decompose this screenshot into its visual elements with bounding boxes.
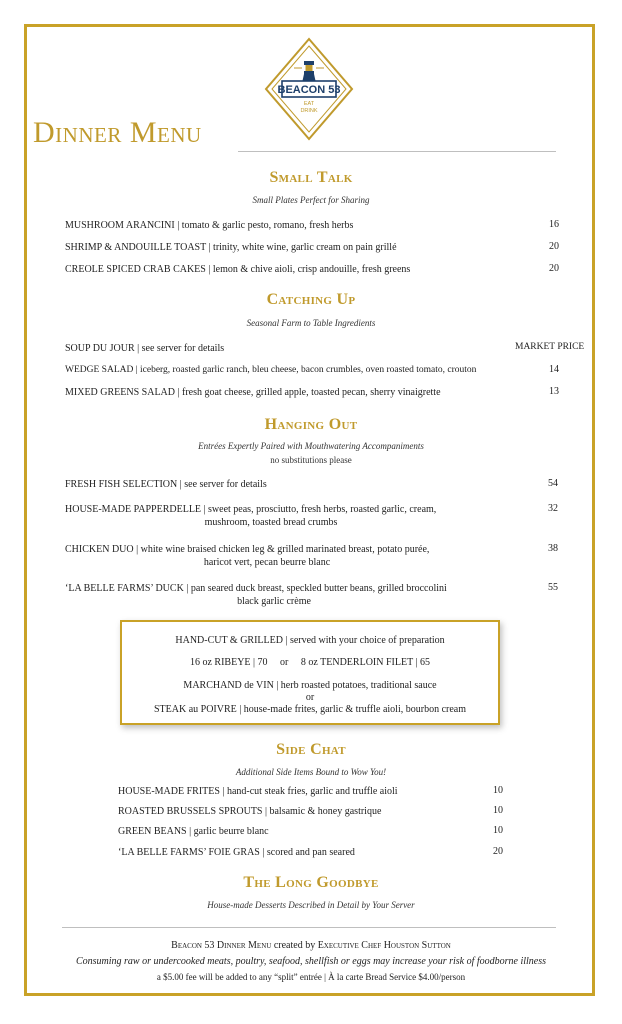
beacon-53-logo (262, 37, 356, 141)
menu-item: MUSHROOM ARANCINI | tomato & garlic pesto, romano, fresh herbs (65, 220, 354, 231)
logo-tag-eat: EAT (303, 101, 315, 107)
item-price: 16 (549, 219, 559, 230)
lighthouse-icon (294, 61, 324, 83)
item-price: 20 (549, 241, 559, 252)
menu-item: WEDGE SALAD | iceberg, roasted garlic ranch, bleu cheese, bacon crumbles, oven roasted tomato, crouton (65, 365, 477, 375)
item-price: 10 (493, 805, 503, 816)
item-price: 10 (493, 785, 503, 796)
item-price: 13 (549, 386, 559, 397)
section-title-small-talk: Small Talk (269, 169, 353, 186)
grill-poivre: STEAK au POIVRE | house-made frites, garlic & truffle aioli, bourbon cream (153, 704, 466, 715)
menu-item: SHRIMP & ANDOUILLE TOAST | trinity, white wine, garlic cream on pain grillé (65, 242, 397, 253)
menu-item: ROASTED BRUSSELS SPROUTS | balsamic & honey gastrique (118, 806, 382, 817)
footer-warning: Consuming raw or undercooked meats, poultry, seafood, shellfish or eggs may increase your risk of foodborne illness (75, 956, 547, 967)
menu-item: FRESH FISH SELECTION | see server for details (65, 479, 267, 490)
item-price: 10 (493, 825, 503, 836)
menu-item: MIXED GREENS SALAD | fresh goat cheese, grilled apple, toasted pecan, sherry vinaigrette (65, 387, 441, 398)
section-title-hanging-out: Hanging Out (264, 416, 358, 433)
section-subtitle-hanging-out: Entrées Expertly Paired with Mouthwatering Accompaniments (198, 441, 424, 451)
menu-item: CHICKEN DUO | white wine braised chicken leg & grilled marinated breast, potato purée, haricot vert, pecan beurre blanc (65, 544, 430, 568)
menu-item: ‘LA BELLE FARMS’ FOIE GRAS | scored and pan seared (118, 847, 355, 858)
footer-divider (62, 927, 556, 928)
menu-item: HOUSE-MADE FRITES | hand-cut steak fries, garlic and truffle aioli (118, 786, 398, 797)
menu-item: HOUSE-MADE PAPPERDELLE | sweet peas, prosciutto, fresh herbs, roasted garlic, cream, mushroom, toasted bread crumbs (65, 504, 437, 528)
item-price: 38 (548, 543, 558, 554)
menu-item: GREEN BEANS | garlic beurre blanc (118, 826, 269, 837)
grill-box (120, 620, 500, 725)
item-price: 14 (549, 364, 559, 375)
menu-item: CREOLE SPICED CRAB CAKES | lemon & chive aioli, crisp andouille, fresh greens (65, 264, 411, 275)
footer-fees: a $5.00 fee will be added to any “split” entrée | À la carte Bread Service $4.00/person (156, 972, 466, 982)
grill-heading: HAND-CUT & GRILLED | served with your choice of preparation (175, 635, 445, 646)
grill-marchand: MARCHAND de VIN | herb roasted potatoes, traditional sauce (183, 680, 437, 691)
section-title-catching-up: Catching Up (266, 291, 356, 308)
item-price: 54 (548, 478, 558, 489)
page-title: Dinner Menu (33, 116, 202, 149)
menu-item: ‘LA BELLE FARMS’ DUCK | pan seared duck breast, speckled butter beans, grilled broccolini black garlic crème (65, 583, 447, 607)
item-price: MARKET PRICE (515, 342, 585, 352)
footer-credit: Beacon 53 Dinner Menu created by Executive Chef Houston Sutton (171, 940, 451, 951)
item-price: 20 (493, 846, 503, 857)
item-price: 55 (548, 582, 558, 593)
section-subtitle-small-talk: Small Plates Perfect for Sharing (252, 195, 370, 205)
grill-or: or (305, 692, 315, 703)
item-price: 20 (549, 263, 559, 274)
menu-item: SOUP DU JOUR | see server for details (65, 343, 225, 354)
item-price: 32 (548, 503, 558, 514)
title-divider (238, 151, 556, 152)
logo-tag-drink: DRINK (300, 108, 318, 114)
section-subtitle-long-goodbye: House-made Desserts Described in Detail by Your Server (207, 900, 415, 910)
logo-wordmark: BEACON 53 (277, 84, 341, 96)
section-title-long-goodbye: The Long Goodbye (243, 874, 379, 891)
section-note-hanging-out: no substitutions please (270, 455, 352, 465)
grill-cuts: 16 oz RIBEYE | 70 or 8 oz TENDERLOIN FILET | 65 (189, 657, 431, 668)
section-subtitle-side-chat: Additional Side Items Bound to Wow You! (235, 767, 387, 777)
section-subtitle-catching-up: Seasonal Farm to Table Ingredients (246, 318, 376, 328)
section-title-side-chat: Side Chat (276, 741, 346, 758)
